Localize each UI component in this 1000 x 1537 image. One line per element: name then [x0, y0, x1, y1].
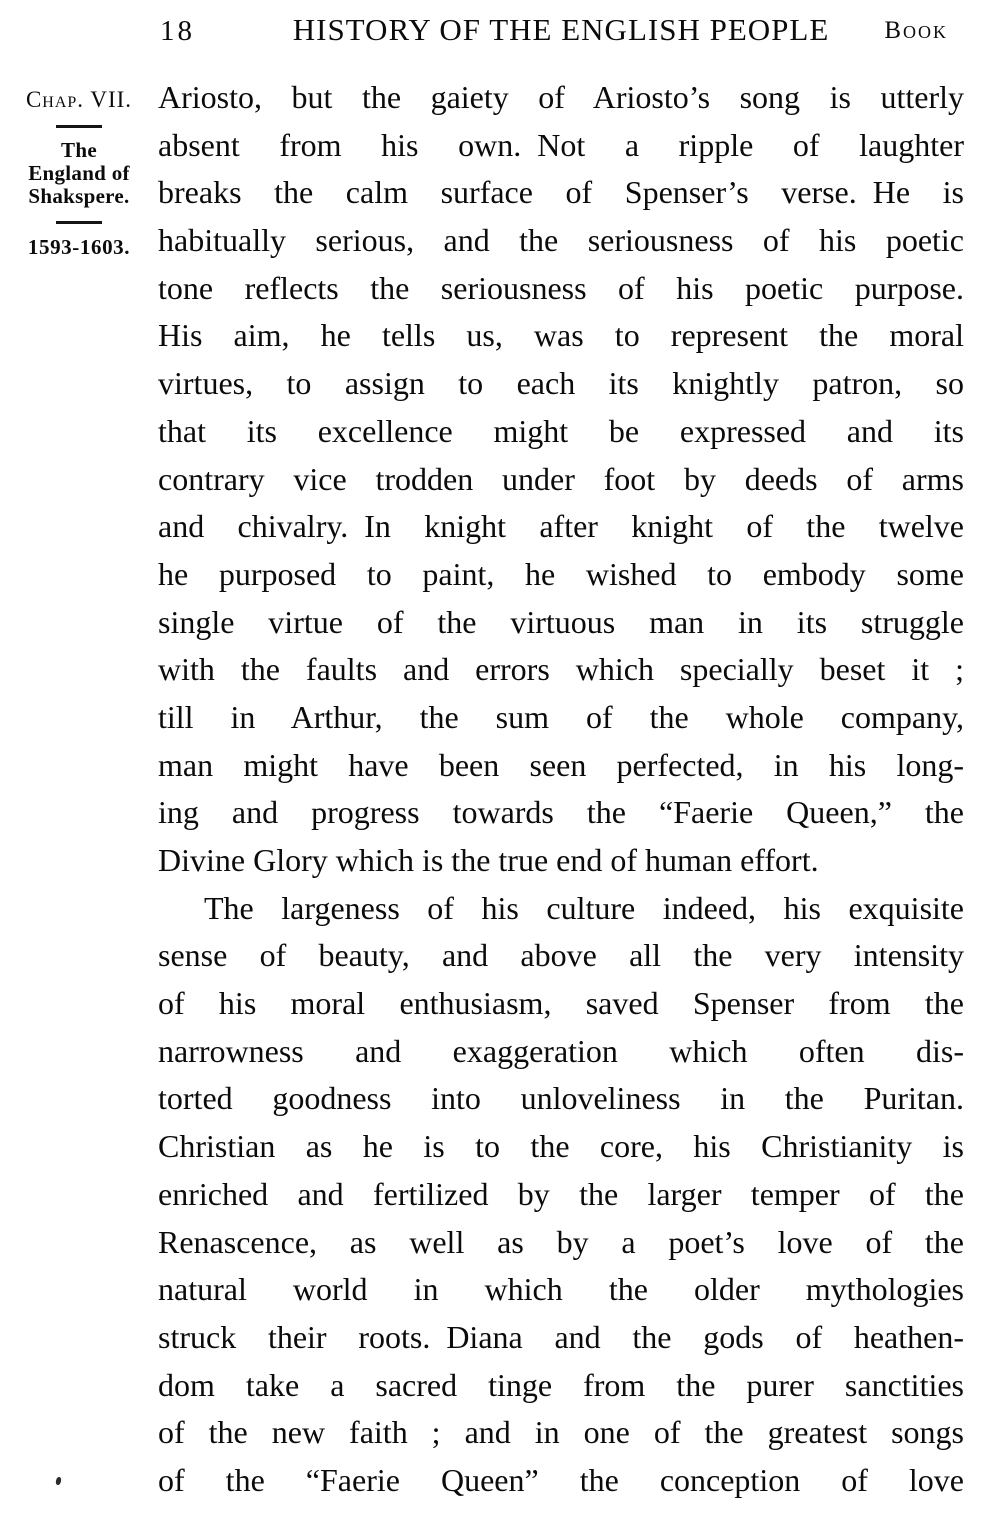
text-line: Ariosto, but the gaiety of Ariosto’s song is utterly: [158, 79, 964, 115]
text-line: dom take a sacred tinge from the purer sanctities: [158, 1366, 964, 1403]
body-text-column: [158, 74, 964, 1505]
text-line: he purposed to paint, he wished to embody some: [158, 555, 964, 592]
sidenote-rule: [56, 221, 102, 224]
text-line: ing and progress towards the “Faerie Queen,” the: [158, 794, 964, 831]
text-line: Christian as he is to the core, his Christianity is: [158, 1128, 964, 1165]
text-line: single virtue of the virtuous man in its struggle: [158, 603, 964, 640]
text-line: sense of beauty, and above all the very intensity: [158, 937, 964, 974]
page-number: 18: [160, 15, 195, 47]
running-header: [0, 12, 1000, 50]
book-label: Book: [884, 17, 948, 44]
text-line: tone reflects the seriousness of his poetic purpose.: [158, 269, 964, 306]
text-line: and chivalry. In knight after knight of the twelve: [158, 508, 964, 545]
text-line: torted goodness into unloveliness in the Puritan.: [158, 1080, 964, 1117]
text-line: habitually serious, and the seriousness of his poetic: [158, 222, 964, 259]
margin-note-line: England of: [28, 161, 130, 185]
sidenote-rule: [56, 125, 102, 128]
text-line: Divine Glory which is the true end of human effort.: [158, 842, 819, 878]
text-line: of the “Faerie Queen” the conception of love: [158, 1461, 964, 1498]
text-line: that its excellence might be expressed and its: [158, 412, 964, 449]
text-line: narrowness and exaggeration which often dis-: [158, 1032, 964, 1069]
text-line: struck their roots. Diana and the gods of heathen-: [158, 1318, 964, 1355]
text-line: contrary vice trodden under foot by deeds of arms: [158, 460, 964, 497]
date-sidenote: 1593-1603.: [27, 235, 131, 259]
running-title: HISTORY OF THE ENGLISH PEOPLE: [292, 12, 830, 47]
text-line: with the faults and errors which specially beset it ;: [158, 651, 964, 688]
ink-speck: [55, 1477, 62, 1486]
margin-note-line: The: [61, 138, 97, 162]
text-line: of the new faith ; and in one of the greatest songs: [158, 1414, 964, 1451]
text-line: till in Arthur, the sum of the whole company,: [158, 698, 964, 735]
text-line: of his moral enthusiasm, saved Spenser from the: [158, 985, 964, 1022]
text-line: His aim, he tells us, was to represent the moral: [158, 317, 964, 354]
margin-sidenotes: [4, 88, 154, 260]
text-line: The largeness of his culture indeed, his exquisite: [204, 889, 964, 926]
text-line: natural world in which the older mythologies: [158, 1271, 964, 1308]
text-line: absent from his own. Not a ripple of laughter: [158, 126, 964, 163]
text-line: enriched and fertilized by the larger temper of the: [158, 1175, 964, 1212]
text-line: breaks the calm surface of Spenser’s verse. He is: [158, 174, 964, 211]
chapter-sidenote: Chap. VII.: [25, 87, 133, 112]
text-line: man might have been seen perfected, in his long-: [158, 746, 964, 783]
text-line: virtues, to assign to each its knightly patron, so: [158, 365, 964, 402]
margin-note-line: Shakspere.: [28, 184, 130, 208]
text-line: Renascence, as well as by a poet’s love of the: [158, 1223, 964, 1260]
